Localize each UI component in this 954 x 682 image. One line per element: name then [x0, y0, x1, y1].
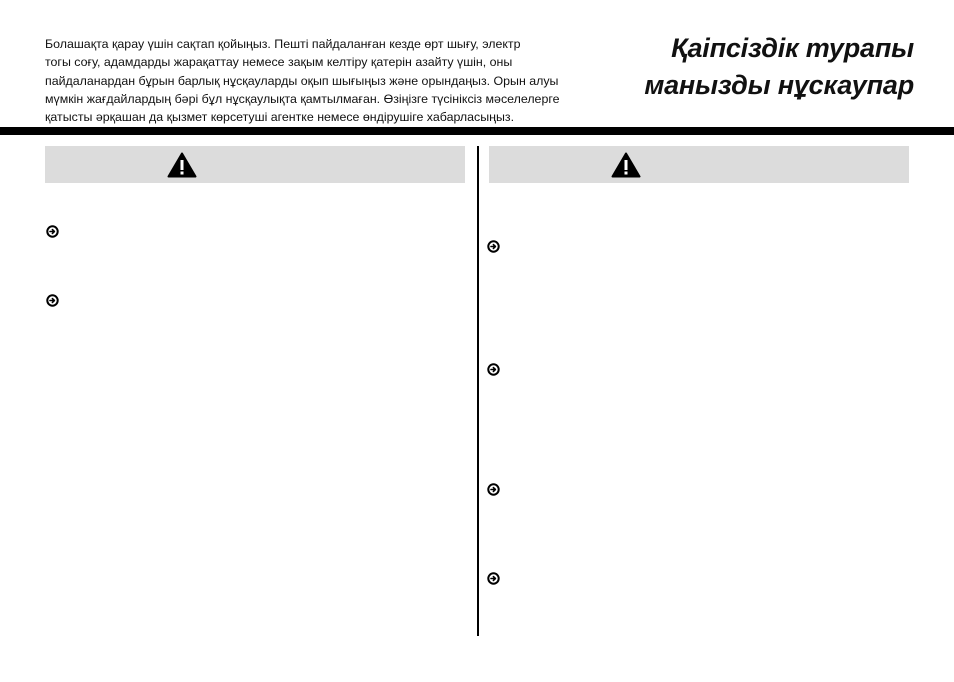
arrow-circle-icon: [487, 483, 500, 496]
arrow-circle-icon: [46, 225, 59, 238]
intro-paragraph: [45, 35, 620, 126]
arrow-circle-icon: [46, 294, 59, 307]
intro-line: мүмкін жағдайлардың бәрі бұл нұсқаулықта қамтылмаған. Өзіңізге түсініксіз мәселелерге: [45, 91, 560, 106]
left-warning-banner: [45, 146, 465, 183]
right-warning-banner: [489, 146, 909, 183]
column-divider: [477, 146, 479, 636]
intro-line: Болашақта қарау үшін сақтап қойыңыз. Пешті пайдаланған кезде өрт шығу, электр: [45, 37, 521, 51]
page-title-line: манызды нұскаупар: [644, 70, 914, 100]
warning-triangle-icon: [611, 152, 641, 178]
header-rule: [0, 127, 954, 135]
warning-triangle-icon: [167, 152, 197, 178]
arrow-circle-icon: [487, 572, 500, 585]
intro-line: қатысты әрқашан да қызмет көрсетуші агентке немесе өндірушіге хабарласыңыз.: [45, 110, 515, 125]
intro-line: тогы соғу, адамдарды жарақаттау немесе зақым келтіру қатерін азайту үшін, оны: [45, 55, 513, 70]
intro-line: пайдаланардан бұрын барлық нұсқауларды оқып шығыңыз және орындаңыз. Орын алуы: [45, 73, 559, 88]
page-title-line: Қаіпсіздік турапы: [671, 33, 914, 63]
arrow-circle-icon: [487, 240, 500, 253]
page-title: [644, 30, 914, 104]
arrow-circle-icon: [487, 363, 500, 376]
